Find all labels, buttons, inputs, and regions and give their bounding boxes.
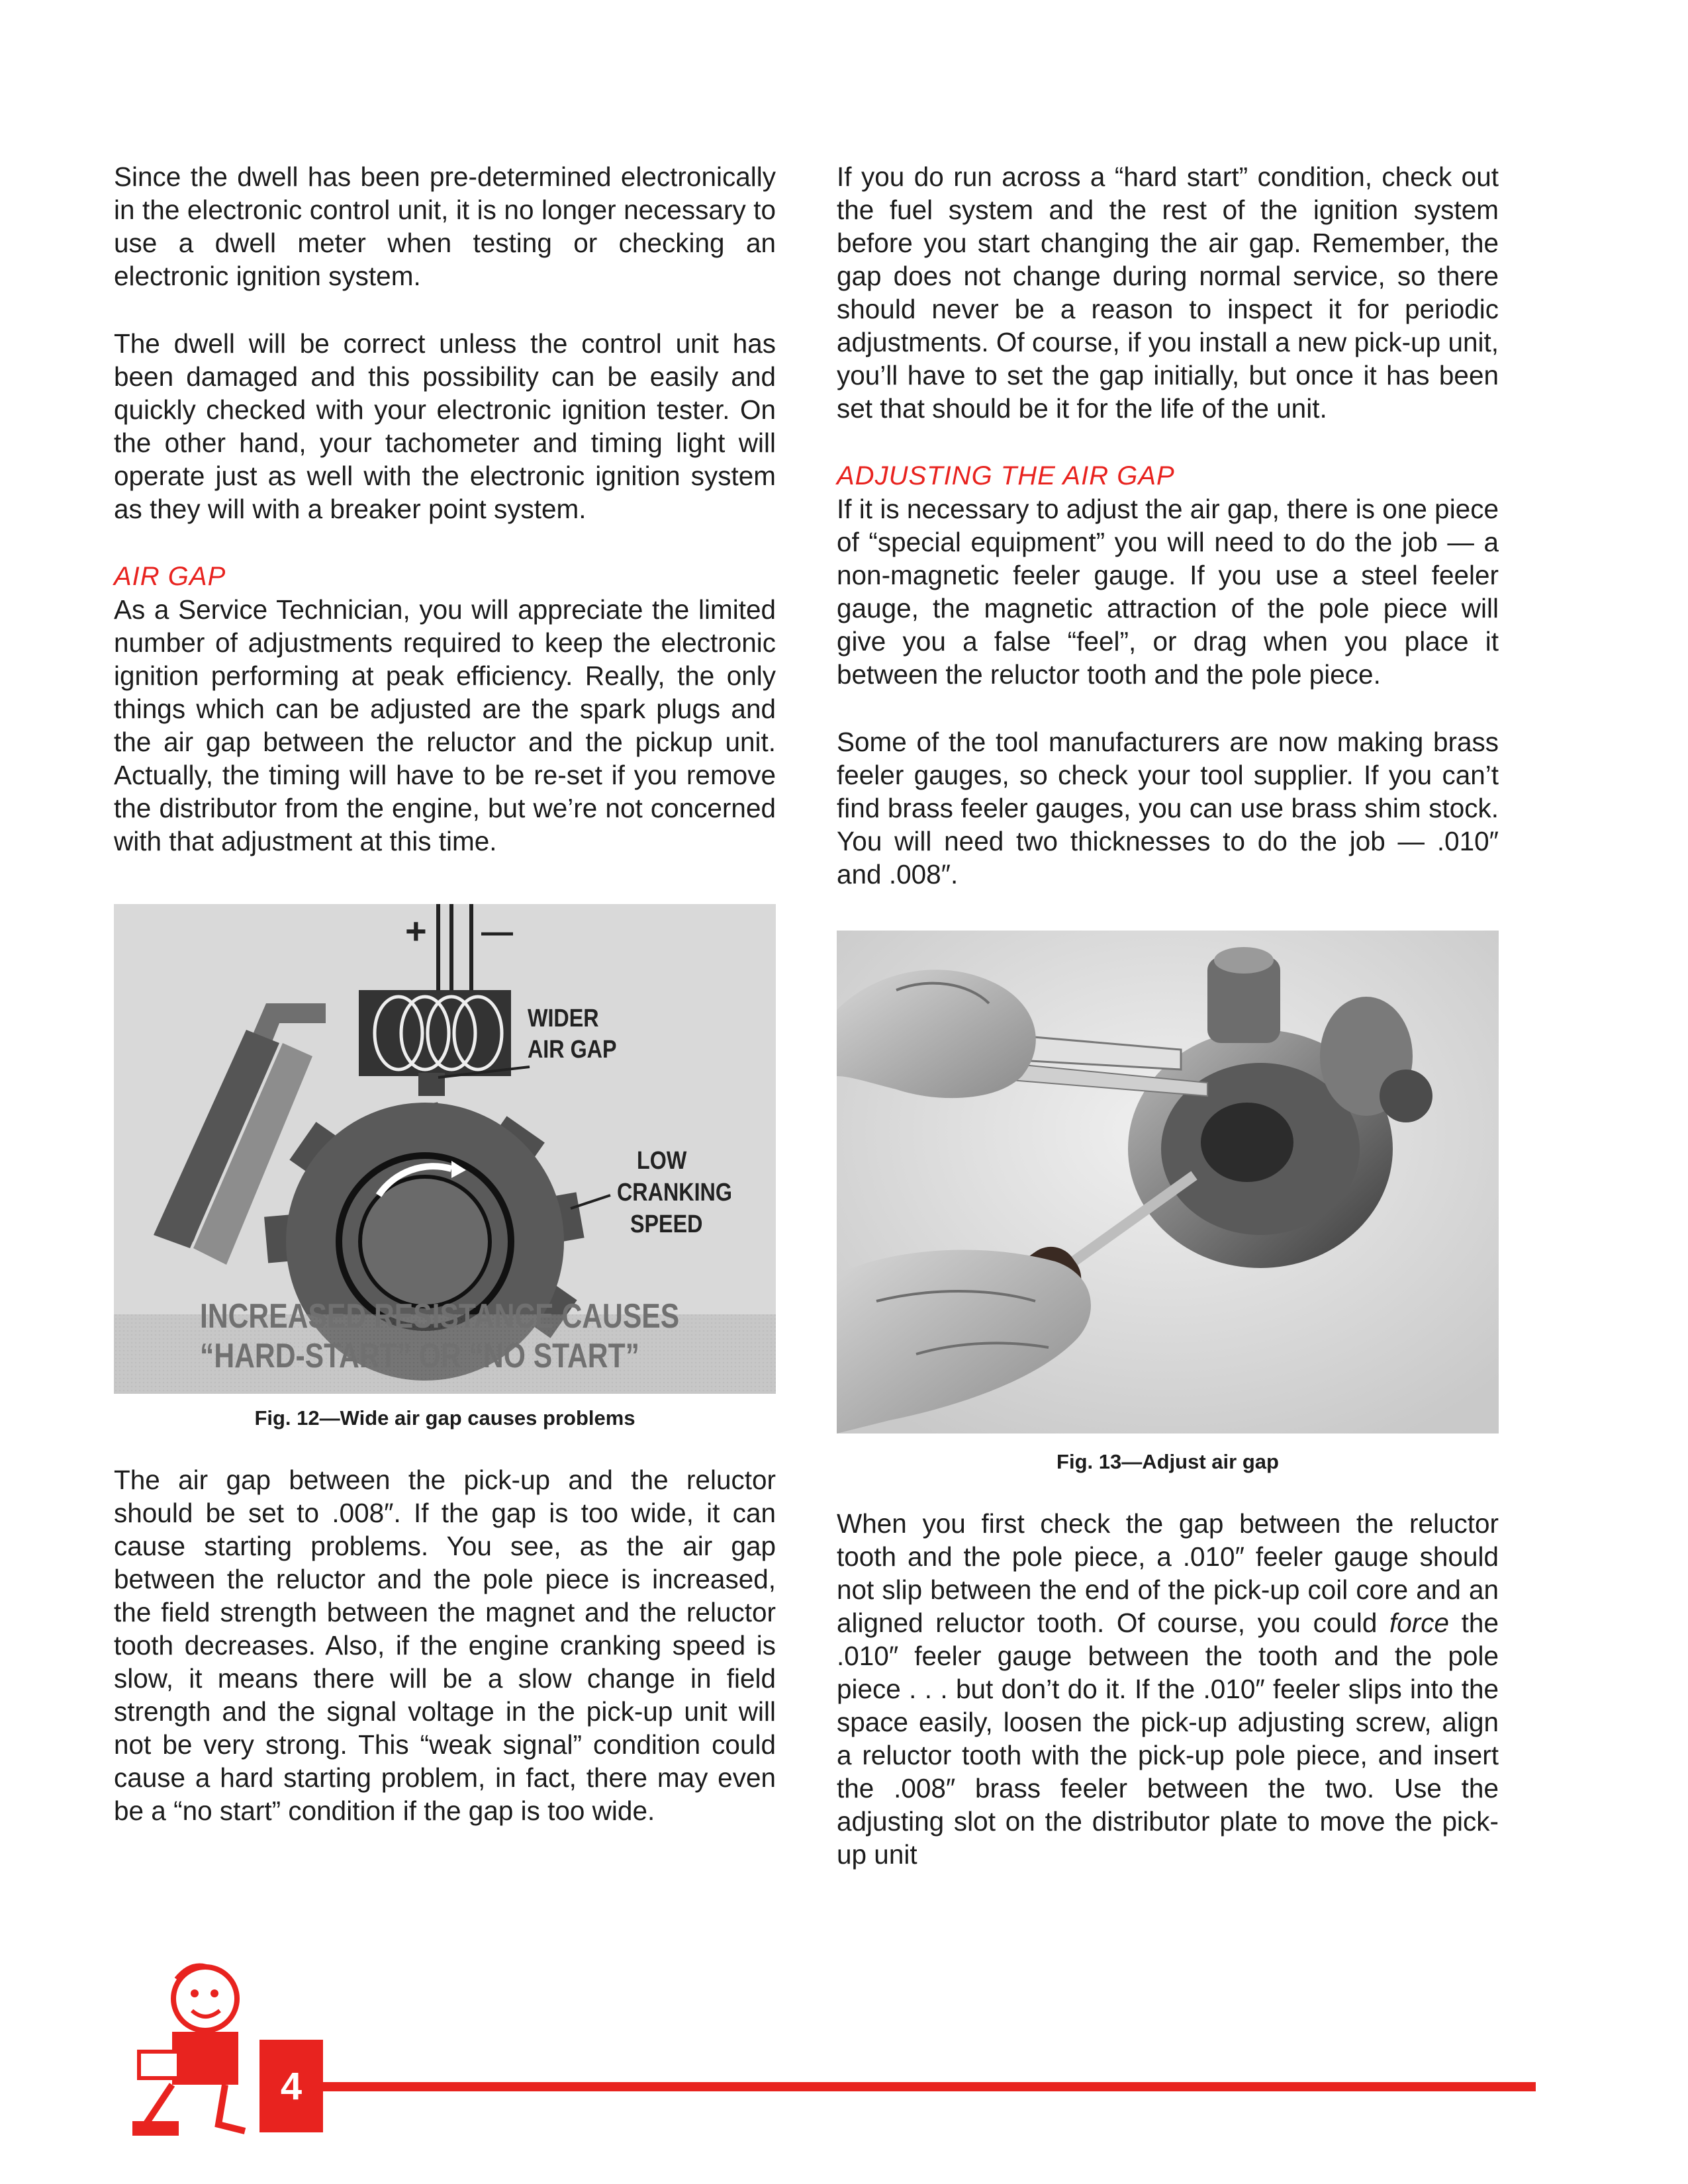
paragraph-first-check	[837, 1507, 1499, 1871]
paragraph-hard-start: If you do run across a “hard start” condition, check out the fuel system and the rest of the ignition system before you start changing the air gap. Remember, the gap does not change during normal service, so there should never be a reason to inspect it for periodic adjustments. Of course, if you install a new pick-up unit, you’ll have to set the gap initially, but once it has been set that should be it for the life of the unit.	[837, 161, 1499, 424]
figure-12-caption: Fig. 12—Wide air gap causes problems	[254, 1406, 635, 1430]
first-check-text-b: the .010″ feeler gauge between the tooth and the pole piece . . . but don’t do it. If the .010″ feeler slips into the space easily, loosen the pick-up adjusting screw, align a reluctor tooth with the pick-up pole piece, and insert the .008″ brass feeler between the two. Use the adjusting slot on the distributor plate to move the pick-up unit	[837, 1608, 1499, 1870]
low-label: LOW	[637, 1146, 687, 1175]
wider-label: WIDER	[528, 1004, 599, 1032]
resistance-line-2: “HARD-START” OR “NO START”	[200, 1337, 639, 1376]
figure-12-diagram	[114, 904, 776, 1394]
force-emphasis: force	[1389, 1608, 1450, 1638]
figure-12	[114, 904, 776, 1432]
paragraph-service-technician: As a Service Technician, you will appreciate the limited number of adjustments required to keep the electronic ignition performing at peak efficiency. Really, the only things which can be adjusted are the spark plugs and the air gap between the reluctor and the pickup unit. Actually, the timing will have to be re-set if you remove the distributor from the engine, but we’re not concerned with that adjustment at this time.	[114, 594, 776, 856]
paragraph-dwell: Since the dwell has been pre-determined electronically in the electronic control unit, it is no longer necessary to use a dwell meter when testing or checking an electronic ignition system.	[114, 161, 776, 291]
heading-air-gap: AIR GAP	[114, 562, 226, 591]
figure-13-photo	[837, 931, 1499, 1433]
cranking-label: CRANKING	[617, 1178, 732, 1206]
resistance-line-1: INCREASED RESISTANCE CAUSES	[200, 1297, 680, 1336]
plus-label: +	[405, 910, 427, 952]
paragraph-special-equipment: If it is necessary to adjust the air gap, there is one piece of “special equipment” you will need to do the job — a non-magnetic feeler gauge. If you use a steel feeler gauge, the magnetic attraction of the pole piece will give you a false “feel”, or drag when you place it between the reluctor tooth and the pole piece.	[837, 494, 1499, 690]
paragraph-brass-gauges: Some of the tool manufacturers are now making brass feeler gauges, so check your tool supplier. If you can’t find brass feeler gauges, you can use brass shim stock. You will need two thicknesses to do the job — .010″ and .008″.	[837, 727, 1499, 889]
first-check-text-a: When you first check the gap between the reluctor tooth and the pole piece, a .010″ feeler gauge should not slip between the end of the pick-up coil core and an aligned reluctor tooth. Of course, you could	[837, 1508, 1499, 1638]
figure-13-caption: Fig. 13—Adjust air gap	[1056, 1450, 1279, 1473]
paragraph-air-gap-setting: The air gap between the pick-up and the reluctor should be set to .008″. If the gap is too wide, it can cause starting problems. You see, as the air gap between the reluctor and the pole piece is increased, the field strength between the magnet and the reluctor tooth decreases. Also, if the engine cranking speed is slow, it means there will be a slow change in field strength and the signal voltage in the pick-up unit will not be very strong. This “weak signal” condition could cause a hard starting problem, in fact, there may even be a “no start” condition if the gap is too wide.	[114, 1465, 776, 1826]
figure-13	[837, 931, 1499, 1475]
paragraph-dwell-correct: The dwell will be correct unless the control unit has been damaged and this possibility can be easily and quickly checked with your electronic ignition tester. On the other hand, your tachometer and timing light will operate just as well with the electronic ignition system as they will with a breaker point system.	[114, 328, 776, 524]
mascot-logo-icon	[126, 1959, 278, 2144]
footer-rule	[305, 2082, 1536, 2091]
right-column	[837, 160, 1499, 1905]
page-number: 4	[280, 2064, 303, 2108]
left-column	[114, 160, 776, 1862]
speed-label: SPEED	[630, 1210, 703, 1238]
minus-label: —	[481, 915, 513, 950]
heading-adjusting-air-gap: ADJUSTING THE AIR GAP	[837, 461, 1175, 490]
air-gap-label: AIR GAP	[528, 1035, 617, 1064]
